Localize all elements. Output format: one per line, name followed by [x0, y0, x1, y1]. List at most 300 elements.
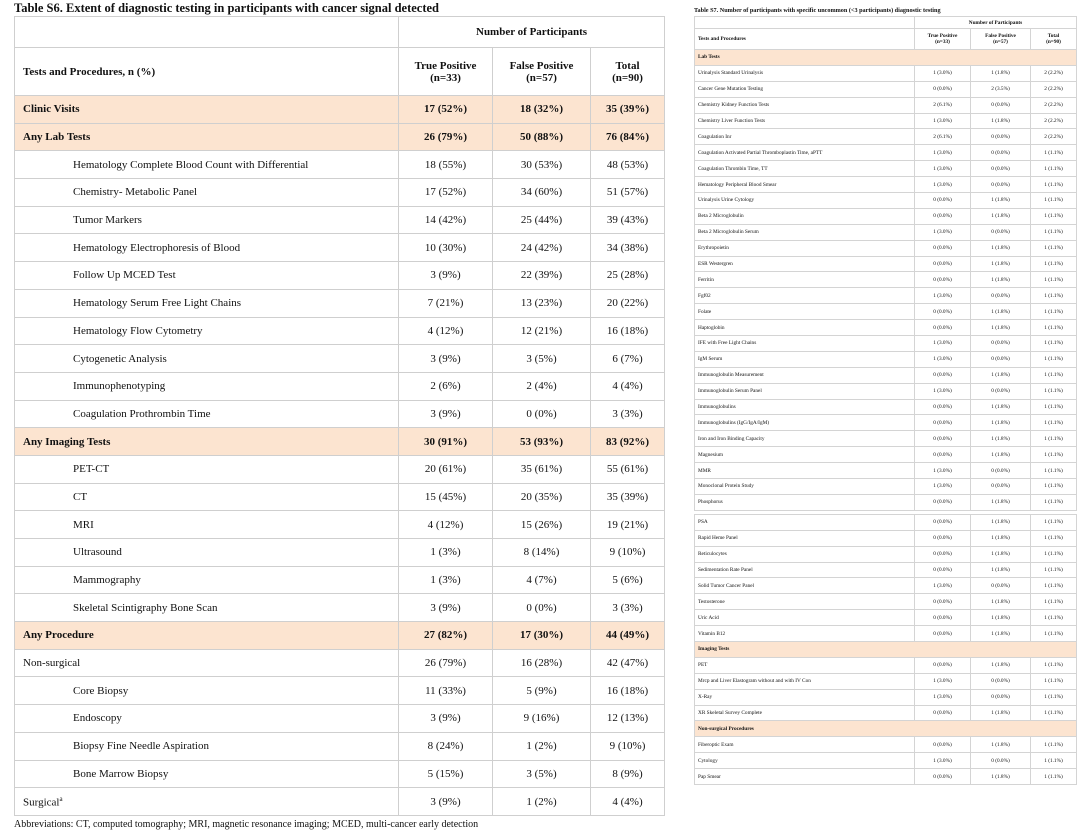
- number-of-participants-header: Number of Participants: [915, 17, 1077, 29]
- false-positive-cell: 0 (0.0%): [971, 673, 1031, 689]
- false-positive-cell: 1 (1.8%): [971, 65, 1031, 81]
- true-positive-cell: 20 (61%): [399, 455, 493, 483]
- table-row: [695, 177, 1077, 193]
- row-label: Chemistry Liver Function Tests: [695, 113, 915, 129]
- table-s6: [14, 16, 665, 816]
- row-label: Ultrasound: [15, 539, 399, 567]
- row-label: MMR: [695, 463, 915, 479]
- table-row: [695, 65, 1077, 81]
- table-row: [695, 546, 1077, 562]
- false-positive-cell: 1 (1.8%): [971, 494, 1031, 510]
- total-cell: 5 (6%): [591, 566, 665, 594]
- row-label: Mrcp and Liver Elastogram without and with IV Con: [695, 673, 915, 689]
- total-cell: 1 (1.1%): [1031, 673, 1077, 689]
- row-label: Urinalysis Urine Cytology: [695, 193, 915, 209]
- total-cell: 1 (1.1%): [1031, 514, 1077, 530]
- table-row: [695, 514, 1077, 530]
- true-positive-cell: 3 (9%): [399, 788, 493, 816]
- total-cell: 1 (1.1%): [1031, 610, 1077, 626]
- total-cell: 35 (39%): [591, 483, 665, 511]
- total-cell: 4 (4%): [591, 372, 665, 400]
- table-row: [695, 336, 1077, 352]
- row-label: Hematology Flow Cytometry: [15, 317, 399, 345]
- row-label: Core Biopsy: [15, 677, 399, 705]
- table-s6-title: Table S6. Extent of diagnostic testing in participants with cancer signal detected: [14, 1, 440, 15]
- false-positive-cell: 1 (1.8%): [971, 546, 1031, 562]
- total-cell: 48 (53%): [591, 151, 665, 179]
- false-positive-cell: 0 (0.0%): [971, 224, 1031, 240]
- true-positive-cell: 30 (91%): [399, 428, 493, 456]
- false-positive-cell: 1 (2%): [493, 732, 591, 760]
- total-cell: 55 (61%): [591, 455, 665, 483]
- false-positive-cell: 1 (1.8%): [971, 399, 1031, 415]
- table-row: [15, 622, 665, 650]
- row-label: Immunoglobulins (IgG/IgA/IgM): [695, 415, 915, 431]
- section-header-row: [695, 721, 1077, 737]
- table-row: [695, 97, 1077, 113]
- false-positive-cell: 0 (0.0%): [971, 479, 1031, 495]
- true-positive-cell: 18 (55%): [399, 151, 493, 179]
- table-row: [695, 145, 1077, 161]
- row-label: PET-CT: [15, 455, 399, 483]
- true-positive-cell: 0 (0.0%): [915, 272, 971, 288]
- table-row: [695, 415, 1077, 431]
- row-label: Folate: [695, 304, 915, 320]
- table-row: [15, 151, 665, 179]
- table-s6-body: [15, 96, 665, 816]
- true-positive-cell: 0 (0.0%): [915, 769, 971, 785]
- total-cell: 1 (1.1%): [1031, 626, 1077, 642]
- false-positive-cell: 1 (1.8%): [971, 657, 1031, 673]
- total-cell: 6 (7%): [591, 345, 665, 373]
- total-cell: 1 (1.1%): [1031, 494, 1077, 510]
- row-label: Coagulation Prothrombin Time: [15, 400, 399, 428]
- table-row: [695, 769, 1077, 785]
- total-cell: 1 (1.1%): [1031, 753, 1077, 769]
- table-row: [15, 317, 665, 345]
- table-row: [695, 578, 1077, 594]
- true-positive-cell: 1 (3.0%): [915, 336, 971, 352]
- row-label: Hematology Peripheral Blood Smear: [695, 177, 915, 193]
- total-cell: 4 (4%): [591, 788, 665, 816]
- table-row: [15, 96, 665, 124]
- true-positive-cell: 17 (52%): [399, 179, 493, 207]
- tests-column-header: Tests and Procedures: [695, 29, 915, 50]
- row-label: Coagulation Inr: [695, 129, 915, 145]
- table-row: [695, 256, 1077, 272]
- row-label: Hematology Electrophoresis of Blood: [15, 234, 399, 262]
- false-positive-cell: 1 (1.8%): [971, 240, 1031, 256]
- true-positive-cell: 0 (0.0%): [915, 240, 971, 256]
- table-row: [15, 539, 665, 567]
- false-positive-cell: 1 (1.8%): [971, 705, 1031, 721]
- false-positive-cell: 1 (1.8%): [971, 320, 1031, 336]
- total-cell: 35 (39%): [591, 96, 665, 124]
- true-positive-cell: 3 (9%): [399, 400, 493, 428]
- true-positive-cell: 8 (24%): [399, 732, 493, 760]
- table-row: [695, 208, 1077, 224]
- row-label: Coagulation Activated Partial Thromboplastin Time, aPTT: [695, 145, 915, 161]
- row-label: PSA: [695, 514, 915, 530]
- total-cell: 3 (3%): [591, 594, 665, 622]
- false-positive-cell: 1 (1.8%): [971, 304, 1031, 320]
- true-positive-cell: 4 (12%): [399, 317, 493, 345]
- row-label: Non-surgical: [15, 649, 399, 677]
- row-label: Ferritin: [695, 272, 915, 288]
- table-row: [15, 123, 665, 151]
- total-cell: 2 (2.2%): [1031, 65, 1077, 81]
- false-positive-column-header: False Positive (n=57): [493, 48, 591, 96]
- table-row: [15, 206, 665, 234]
- true-positive-column-header: True Positive (n=33): [399, 48, 493, 96]
- total-cell: 2 (2.2%): [1031, 129, 1077, 145]
- true-positive-cell: 0 (0.0%): [915, 737, 971, 753]
- true-positive-cell: 0 (0.0%): [915, 193, 971, 209]
- true-positive-cell: 1 (3.0%): [915, 65, 971, 81]
- total-cell: 51 (57%): [591, 179, 665, 207]
- tests-column-header: Tests and Procedures, n (%): [15, 48, 399, 96]
- total-cell: 1 (1.1%): [1031, 336, 1077, 352]
- false-positive-cell: 20 (35%): [493, 483, 591, 511]
- false-positive-cell: 3 (5%): [493, 345, 591, 373]
- row-label: Chemistry- Metabolic Panel: [15, 179, 399, 207]
- false-positive-cell: 12 (21%): [493, 317, 591, 345]
- total-cell: 1 (1.1%): [1031, 463, 1077, 479]
- row-label: Any Procedure: [15, 622, 399, 650]
- row-label: Tumor Markers: [15, 206, 399, 234]
- empty-header-cell: [15, 17, 399, 48]
- false-positive-cell: 0 (0.0%): [971, 689, 1031, 705]
- row-label: Hematology Serum Free Light Chains: [15, 289, 399, 317]
- total-cell: 34 (38%): [591, 234, 665, 262]
- row-label: IgM Serum: [695, 351, 915, 367]
- false-positive-cell: 1 (1.8%): [971, 431, 1031, 447]
- table-row: [15, 705, 665, 733]
- false-positive-cell: 0 (0.0%): [971, 463, 1031, 479]
- row-label: MRI: [15, 511, 399, 539]
- false-positive-cell: 2 (4%): [493, 372, 591, 400]
- number-of-participants-header: Number of Participants: [399, 17, 665, 48]
- row-label: Monoclonal Protein Study: [695, 479, 915, 495]
- total-cell: 2 (2.2%): [1031, 113, 1077, 129]
- table-row: [695, 494, 1077, 510]
- total-cell: 9 (10%): [591, 732, 665, 760]
- false-positive-cell: 1 (1.8%): [971, 562, 1031, 578]
- table-row: [15, 649, 665, 677]
- row-label: Mammography: [15, 566, 399, 594]
- row-label: Cytogenetic Analysis: [15, 345, 399, 373]
- table-s6-footnote: Abbreviations: CT, computed tomography; MRI, magnetic resonance imaging; MCED, multi-cancer early detection: [14, 818, 479, 830]
- false-positive-cell: 2 (3.5%): [971, 81, 1031, 97]
- total-cell: 1 (1.1%): [1031, 351, 1077, 367]
- table-row: [695, 689, 1077, 705]
- table-row: [15, 262, 665, 290]
- table-row: [15, 788, 665, 816]
- table-row: [15, 289, 665, 317]
- false-positive-cell: 0 (0.0%): [971, 161, 1031, 177]
- false-positive-cell: 0 (0.0%): [971, 753, 1031, 769]
- true-positive-cell: 0 (0.0%): [915, 399, 971, 415]
- table-row: [15, 732, 665, 760]
- total-cell: 1 (1.1%): [1031, 415, 1077, 431]
- true-positive-cell: 1 (3.0%): [915, 383, 971, 399]
- false-positive-cell: 1 (1.8%): [971, 208, 1031, 224]
- total-cell: 1 (1.1%): [1031, 431, 1077, 447]
- true-positive-cell: 0 (0.0%): [915, 367, 971, 383]
- false-positive-cell: 0 (0.0%): [971, 578, 1031, 594]
- row-label: Phosphorus: [695, 494, 915, 510]
- false-positive-cell: 0 (0%): [493, 400, 591, 428]
- total-cell: 1 (1.1%): [1031, 383, 1077, 399]
- table-s7-section: [694, 7, 1076, 785]
- true-positive-cell: 3 (9%): [399, 345, 493, 373]
- row-label: Testosterone: [695, 594, 915, 610]
- true-positive-cell: 15 (45%): [399, 483, 493, 511]
- true-positive-cell: 2 (6.1%): [915, 129, 971, 145]
- table-row: [695, 193, 1077, 209]
- table-s7-body: [695, 50, 1077, 785]
- total-cell: 1 (1.1%): [1031, 304, 1077, 320]
- row-label: Any Lab Tests: [15, 123, 399, 151]
- row-label: Immunophenotyping: [15, 372, 399, 400]
- true-positive-cell: 0 (0.0%): [915, 562, 971, 578]
- total-cell: 16 (18%): [591, 677, 665, 705]
- row-label: Sedimentation Rate Panel: [695, 562, 915, 578]
- row-label: Immunoglobulins: [695, 399, 915, 415]
- row-label: Coagulation Thrombin Time, TT: [695, 161, 915, 177]
- true-positive-cell: 1 (3.0%): [915, 351, 971, 367]
- section-header-row: [695, 50, 1077, 66]
- table-row: [695, 272, 1077, 288]
- true-positive-cell: 5 (15%): [399, 760, 493, 788]
- false-positive-cell: 30 (53%): [493, 151, 591, 179]
- true-positive-cell: 27 (82%): [399, 622, 493, 650]
- row-label: Rapid Heme Panel: [695, 530, 915, 546]
- false-positive-column-header: False Positive (n=57): [971, 29, 1031, 50]
- total-cell: 8 (9%): [591, 760, 665, 788]
- table-row: [15, 677, 665, 705]
- true-positive-cell: 26 (79%): [399, 649, 493, 677]
- false-positive-cell: 16 (28%): [493, 649, 591, 677]
- row-label: ESR Westergren: [695, 256, 915, 272]
- false-positive-cell: 1 (1.8%): [971, 737, 1031, 753]
- true-positive-cell: 0 (0.0%): [915, 256, 971, 272]
- false-positive-cell: 22 (39%): [493, 262, 591, 290]
- section-label: Non-surgical Procedures: [695, 721, 1077, 737]
- table-row: [15, 594, 665, 622]
- row-label: Magnesium: [695, 447, 915, 463]
- total-cell: 12 (13%): [591, 705, 665, 733]
- table-s7-title: Table S7. Number of participants with specific uncommon (<3 participants) diagnostic testing: [694, 7, 941, 14]
- table-row: [695, 367, 1077, 383]
- table-row: [695, 431, 1077, 447]
- total-column-header: Total (n=90): [1031, 29, 1077, 50]
- row-label: Fiberoptic Exam: [695, 737, 915, 753]
- true-positive-cell: 0 (0.0%): [915, 546, 971, 562]
- true-positive-cell: 0 (0.0%): [915, 705, 971, 721]
- false-positive-cell: 0 (0%): [493, 594, 591, 622]
- false-positive-cell: 1 (1.8%): [971, 367, 1031, 383]
- table-row: [15, 234, 665, 262]
- table-row: [695, 610, 1077, 626]
- false-positive-cell: 1 (1.8%): [971, 447, 1031, 463]
- total-cell: 42 (47%): [591, 649, 665, 677]
- total-cell: 1 (1.1%): [1031, 240, 1077, 256]
- total-cell: 1 (1.1%): [1031, 594, 1077, 610]
- false-positive-cell: 53 (93%): [493, 428, 591, 456]
- total-cell: 20 (22%): [591, 289, 665, 317]
- row-label: Uric Acid: [695, 610, 915, 626]
- true-positive-cell: 0 (0.0%): [915, 431, 971, 447]
- true-positive-cell: 3 (9%): [399, 594, 493, 622]
- true-positive-cell: 3 (9%): [399, 262, 493, 290]
- section-header-row: [695, 641, 1077, 657]
- true-positive-cell: 10 (30%): [399, 234, 493, 262]
- true-positive-cell: 17 (52%): [399, 96, 493, 124]
- true-positive-cell: 1 (3.0%): [915, 161, 971, 177]
- total-cell: 1 (1.1%): [1031, 256, 1077, 272]
- row-label: Follow Up MCED Test: [15, 262, 399, 290]
- row-label: Immunoglobulin Measurement: [695, 367, 915, 383]
- true-positive-cell: 1 (3.0%): [915, 463, 971, 479]
- false-positive-cell: 5 (9%): [493, 677, 591, 705]
- true-positive-cell: 4 (12%): [399, 511, 493, 539]
- false-positive-cell: 1 (1.8%): [971, 415, 1031, 431]
- true-positive-cell: 1 (3.0%): [915, 578, 971, 594]
- total-cell: 39 (43%): [591, 206, 665, 234]
- table-row: [15, 179, 665, 207]
- true-positive-cell: 0 (0.0%): [915, 626, 971, 642]
- table-row: [695, 753, 1077, 769]
- table-row: [15, 345, 665, 373]
- false-positive-cell: 1 (1.8%): [971, 113, 1031, 129]
- true-positive-cell: 1 (3.0%): [915, 673, 971, 689]
- false-positive-cell: 1 (1.8%): [971, 594, 1031, 610]
- true-positive-cell: 1 (3.0%): [915, 145, 971, 161]
- total-cell: 83 (92%): [591, 428, 665, 456]
- table-row: [695, 737, 1077, 753]
- total-column-header: Total (n=90): [591, 48, 665, 96]
- total-cell: 1 (1.1%): [1031, 399, 1077, 415]
- table-row: [695, 705, 1077, 721]
- total-cell: 1 (1.1%): [1031, 272, 1077, 288]
- table-row: [695, 479, 1077, 495]
- true-positive-cell: 14 (42%): [399, 206, 493, 234]
- row-label: Haptoglobin: [695, 320, 915, 336]
- row-label: CT: [15, 483, 399, 511]
- row-label: X-Ray: [695, 689, 915, 705]
- false-positive-cell: 0 (0.0%): [971, 145, 1031, 161]
- false-positive-cell: 0 (0.0%): [971, 383, 1031, 399]
- table-row: [695, 113, 1077, 129]
- table-s6-section: [14, 0, 664, 830]
- total-cell: 1 (1.1%): [1031, 546, 1077, 562]
- total-cell: 1 (1.1%): [1031, 320, 1077, 336]
- true-positive-cell: 1 (3.0%): [915, 479, 971, 495]
- table-row: [15, 372, 665, 400]
- table-row: [695, 383, 1077, 399]
- true-positive-cell: 3 (9%): [399, 705, 493, 733]
- row-label: Vitamin B12: [695, 626, 915, 642]
- true-positive-cell: 0 (0.0%): [915, 657, 971, 673]
- true-positive-cell: 1 (3.0%): [915, 177, 971, 193]
- total-cell: 1 (1.1%): [1031, 447, 1077, 463]
- row-label: Beta 2 Microglobulin Serum: [695, 224, 915, 240]
- section-label: Lab Tests: [695, 50, 1077, 66]
- false-positive-cell: 18 (32%): [493, 96, 591, 124]
- false-positive-cell: 50 (88%): [493, 123, 591, 151]
- false-positive-cell: 13 (23%): [493, 289, 591, 317]
- total-cell: 1 (1.1%): [1031, 193, 1077, 209]
- false-positive-cell: 34 (60%): [493, 179, 591, 207]
- false-positive-cell: 0 (0.0%): [971, 129, 1031, 145]
- row-label: Immunoglobulin Serum Panel: [695, 383, 915, 399]
- total-cell: 19 (21%): [591, 511, 665, 539]
- total-cell: 1 (1.1%): [1031, 161, 1077, 177]
- true-positive-cell: 0 (0.0%): [915, 514, 971, 530]
- false-positive-cell: 0 (0.0%): [971, 336, 1031, 352]
- row-label: Urinalysis Standard Urinalysis: [695, 65, 915, 81]
- row-label: Biopsy Fine Needle Aspiration: [15, 732, 399, 760]
- false-positive-cell: 3 (5%): [493, 760, 591, 788]
- true-positive-cell: 26 (79%): [399, 123, 493, 151]
- table-row: [695, 81, 1077, 97]
- row-label: Beta 2 Microglobulin: [695, 208, 915, 224]
- row-label: Surgical$^a$: [15, 788, 399, 816]
- table-row: [695, 447, 1077, 463]
- false-positive-cell: 1 (1.8%): [971, 626, 1031, 642]
- empty-header-cell: [695, 17, 915, 29]
- total-cell: 9 (10%): [591, 539, 665, 567]
- true-positive-cell: 1 (3.0%): [915, 224, 971, 240]
- true-positive-cell: 0 (0.0%): [915, 320, 971, 336]
- total-cell: 1 (1.1%): [1031, 177, 1077, 193]
- false-positive-cell: 25 (44%): [493, 206, 591, 234]
- total-cell: 1 (1.1%): [1031, 288, 1077, 304]
- row-label: Reticulocytes: [695, 546, 915, 562]
- true-positive-cell: 0 (0.0%): [915, 594, 971, 610]
- true-positive-cell: 1 (3%): [399, 539, 493, 567]
- total-cell: 1 (1.1%): [1031, 657, 1077, 673]
- true-positive-cell: 0 (0.0%): [915, 208, 971, 224]
- false-positive-cell: 1 (1.8%): [971, 769, 1031, 785]
- false-positive-cell: 0 (0.0%): [971, 288, 1031, 304]
- true-positive-cell: 2 (6%): [399, 372, 493, 400]
- total-cell: 1 (1.1%): [1031, 689, 1077, 705]
- false-positive-cell: 0 (0.0%): [971, 351, 1031, 367]
- total-cell: 1 (1.1%): [1031, 208, 1077, 224]
- table-row: [15, 400, 665, 428]
- row-label: XR Skeletal Survey Complete: [695, 705, 915, 721]
- total-cell: 25 (28%): [591, 262, 665, 290]
- table-row: [695, 320, 1077, 336]
- total-cell: 16 (18%): [591, 317, 665, 345]
- false-positive-cell: 1 (1.8%): [971, 514, 1031, 530]
- total-cell: 1 (1.1%): [1031, 145, 1077, 161]
- table-row: [695, 673, 1077, 689]
- total-cell: 1 (1.1%): [1031, 737, 1077, 753]
- false-positive-cell: 35 (61%): [493, 455, 591, 483]
- false-positive-cell: 1 (1.8%): [971, 610, 1031, 626]
- total-cell: 1 (1.1%): [1031, 769, 1077, 785]
- table-s7: [694, 16, 1077, 785]
- false-positive-cell: 1 (1.8%): [971, 256, 1031, 272]
- table-row: [15, 760, 665, 788]
- table-row: [15, 455, 665, 483]
- true-positive-cell: 7 (21%): [399, 289, 493, 317]
- row-label: Cytology: [695, 753, 915, 769]
- section-label: Imaging Tests: [695, 641, 1077, 657]
